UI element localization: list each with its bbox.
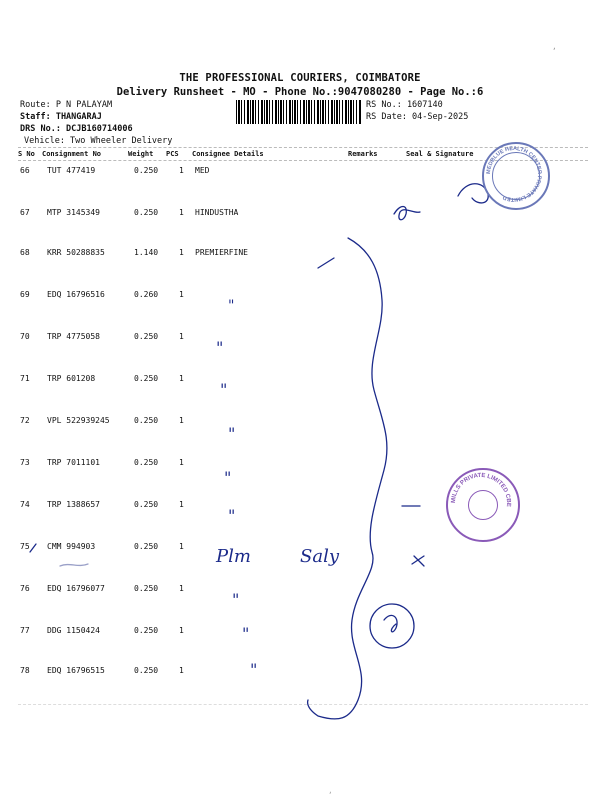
row-sno: 66 xyxy=(20,166,30,175)
handwritten-signature-text: Saly xyxy=(300,546,339,567)
row-sno: 75 xyxy=(20,542,30,551)
row-consignment: EDQ 16796077 xyxy=(47,584,105,593)
row-weight: 0.250 xyxy=(134,626,159,635)
company-seal-stamp-2 xyxy=(446,468,520,542)
seal2-text-ring xyxy=(446,468,516,538)
row-consignment: KRR 50288835 xyxy=(47,248,105,257)
initial-scribble-1 xyxy=(394,207,420,220)
row-weight: 0.250 xyxy=(134,166,159,175)
row-weight: 0.250 xyxy=(134,458,159,467)
company-seal-stamp xyxy=(482,142,550,210)
handwritten-ditto: " xyxy=(220,380,228,399)
row-consignment: MTP 3145349 xyxy=(47,208,100,217)
row-sno: 71 xyxy=(20,374,30,383)
row-weight: 0.260 xyxy=(134,290,159,299)
row-consignment: TUT 477419 xyxy=(47,166,96,175)
drs-number: DRS No.: DCJB160714006 xyxy=(20,124,133,134)
row-sno: 73 xyxy=(20,458,30,467)
row-pcs: 1 xyxy=(179,374,184,383)
seal-text-ring xyxy=(482,142,546,206)
row-pcs: 1 xyxy=(179,248,184,257)
row-pcs: 1 xyxy=(179,208,184,217)
handwritten-ditto: " xyxy=(224,468,232,487)
row-sno: 72 xyxy=(20,416,30,425)
checkmark-stroke xyxy=(318,258,334,268)
circled-signature-inner xyxy=(384,615,397,631)
row75-mark xyxy=(30,544,36,552)
row-weight: 0.250 xyxy=(134,542,159,551)
row-consignment: VPL 522939245 xyxy=(47,416,110,425)
col-weight: Weight xyxy=(128,150,154,158)
seal-top-text: MEDBLUE HEALTH CENTER PRIVATE LIMITED xyxy=(485,145,543,203)
row-weight: 0.250 xyxy=(134,374,159,383)
row-pcs: 1 xyxy=(179,166,184,175)
vehicle-text: Vehicle: Two Wheeler Delivery xyxy=(24,136,173,146)
row-pcs: 1 xyxy=(179,416,184,425)
handwritten-ditto: " xyxy=(228,424,236,443)
stray-mark: ‚ xyxy=(328,786,333,795)
runsheet-subtitle: Delivery Runsheet - MO - Phone No.:9047080280 - Page No.:6 xyxy=(116,86,484,98)
row-weight: 0.250 xyxy=(134,208,159,217)
row-consignment: CMM 994903 xyxy=(47,542,96,551)
row-sno: 76 xyxy=(20,584,30,593)
row-sno: 68 xyxy=(20,248,30,257)
row-sno: 67 xyxy=(20,208,30,217)
row-pcs: 1 xyxy=(179,666,184,675)
row-consignment: TRP 4775058 xyxy=(47,332,100,341)
row-pcs: 1 xyxy=(179,584,184,593)
row-sno: 77 xyxy=(20,626,30,635)
row-pcs: 1 xyxy=(179,500,184,509)
row-pcs: 1 xyxy=(179,290,184,299)
row-weight: 0.250 xyxy=(134,500,159,509)
rs-number: RS No.: 1607140 xyxy=(366,100,443,110)
row-consignment: TRP 1388657 xyxy=(47,500,100,509)
handwritten-ditto: " xyxy=(228,298,235,314)
row-weight: 0.250 xyxy=(134,332,159,341)
seal2-text: MILLS PRIVATE LIMITED CBE xyxy=(450,472,512,507)
row-sno: 69 xyxy=(20,290,30,299)
row-sno: 70 xyxy=(20,332,30,341)
col-remarks: Remarks xyxy=(348,150,378,158)
row-consignment: TRP 601208 xyxy=(47,374,96,383)
col-consignment: Consignment No xyxy=(42,150,102,158)
handwritten-ditto: " xyxy=(250,660,258,679)
row-weight: 1.140 xyxy=(134,248,159,257)
company-title: THE PROFESSIONAL COURIERS, COIMBATORE xyxy=(179,72,421,84)
svg-text:MEDBLUE HEALTH CENTER PRIVATE xyxy=(486,146,542,202)
row-consignment: EDQ 16796515 xyxy=(47,666,105,675)
col-pcs: PCS xyxy=(166,150,179,158)
row-weight: 0.250 xyxy=(134,584,159,593)
row-weight: 0.250 xyxy=(134,416,159,425)
route-text: Route: P N PALAYAM xyxy=(20,100,113,110)
stray-mark: ‚ xyxy=(552,42,557,51)
handwritten-ditto: " xyxy=(216,338,224,357)
circled-signature xyxy=(370,604,414,648)
rs-date: RS Date: 04-Sep-2025 xyxy=(366,112,469,122)
row-pcs: 1 xyxy=(179,542,184,551)
handwritten-ditto: " xyxy=(232,590,240,609)
row-sno: 74 xyxy=(20,500,30,509)
signature-stroke-long xyxy=(308,238,387,719)
staff-text: Staff: THANGARAJ xyxy=(20,112,102,122)
handwritten-ditto: " xyxy=(228,506,236,525)
svg-text:MILLS PRIVATE LIMITED CBE xyxy=(451,473,511,507)
row-consignee: MED xyxy=(195,166,210,175)
faint-scribble xyxy=(60,564,88,566)
row-sno: 78 xyxy=(20,666,30,675)
row-pcs: 1 xyxy=(179,458,184,467)
row-consignment: TRP 7011101 xyxy=(47,458,100,467)
row75-x-mark xyxy=(412,556,424,566)
row-consignee: PREMIERFINE xyxy=(195,248,248,257)
barcode-icon xyxy=(236,100,361,124)
handwritten-ditto: " xyxy=(242,624,250,643)
table-bottom-rule xyxy=(18,704,588,705)
row-consignment: DDG 1150424 xyxy=(47,626,100,635)
row-consignment: EDQ 16796516 xyxy=(47,290,105,299)
row-pcs: 1 xyxy=(179,626,184,635)
col-consignee: Consignee Details xyxy=(192,150,264,158)
row-consignee: HINDUSTHA xyxy=(195,208,239,217)
col-sno: S No xyxy=(18,150,35,158)
col-seal: Seal & Signature xyxy=(406,150,474,158)
row-pcs: 1 xyxy=(179,332,184,341)
row-weight: 0.250 xyxy=(134,666,159,675)
handwritten-note: Plm xyxy=(216,546,251,567)
